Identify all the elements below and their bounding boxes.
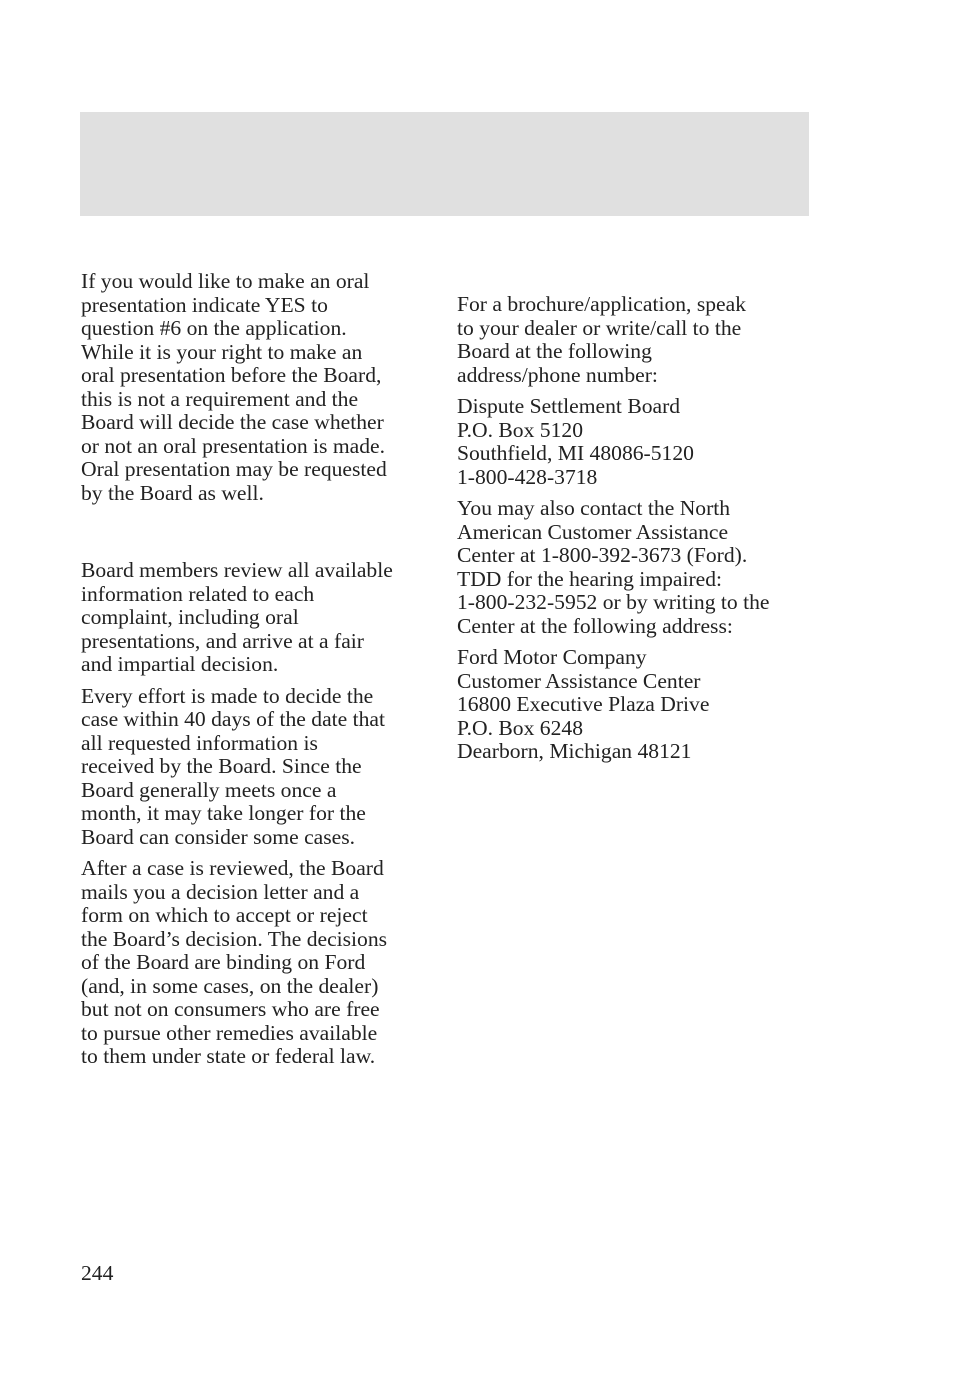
right-column xyxy=(457,293,812,764)
brochure-paragraph: For a brochure/application, speak to your dealer or write/call to the Board at the following address/phone number: xyxy=(457,292,747,387)
board-address: Dispute Settlement Board P.O. Box 5120 Southfield, MI 48086-5120 1-800-428-3718 xyxy=(457,394,694,489)
board-review-paragraph: Board members review all available information related to each complaint, including oral presentations, and arrive at a fair and impartial decision. xyxy=(81,558,393,676)
ford-address: Ford Motor Company Customer Assistance Center 16800 Executive Plaza Drive P.O. Box 6248 Dearborn, Michigan 48121 xyxy=(457,645,710,763)
page-number: 244 xyxy=(81,1261,114,1285)
header-band xyxy=(80,112,809,216)
left-column xyxy=(81,270,436,1069)
oral-presentation-paragraph: If you would like to make an oral presentation indicate YES to question #6 on the application. While it is your right to make an oral presentation before the Board, this is not a requirement and the Board will decide the case whether or not an oral presentation is made. Oral presentation may be requested by the Board as well. xyxy=(81,269,387,505)
customer-assistance-paragraph: You may also contact the North American Customer Assistance Center at 1-800-392-3673 (Ford). TDD for the hearing impaired: 1-800-232-5952 or by writing to the Center at the following address: xyxy=(457,496,770,638)
decision-letter-paragraph: After a case is reviewed, the Board mails you a decision letter and a form on which to accept or reject the Board’s decision. The decisions of the Board are binding on Ford (and, in some cases, on the dealer) but not on consumers who are free to pursue other remedies available to them under state or federal law. xyxy=(81,856,388,1068)
decision-timing-paragraph: Every effort is made to decide the case within 40 days of the date that all requested information is received by the Board. Since the Board generally meets once a month, it may take longer for the Board can consider some cases. xyxy=(81,683,386,849)
